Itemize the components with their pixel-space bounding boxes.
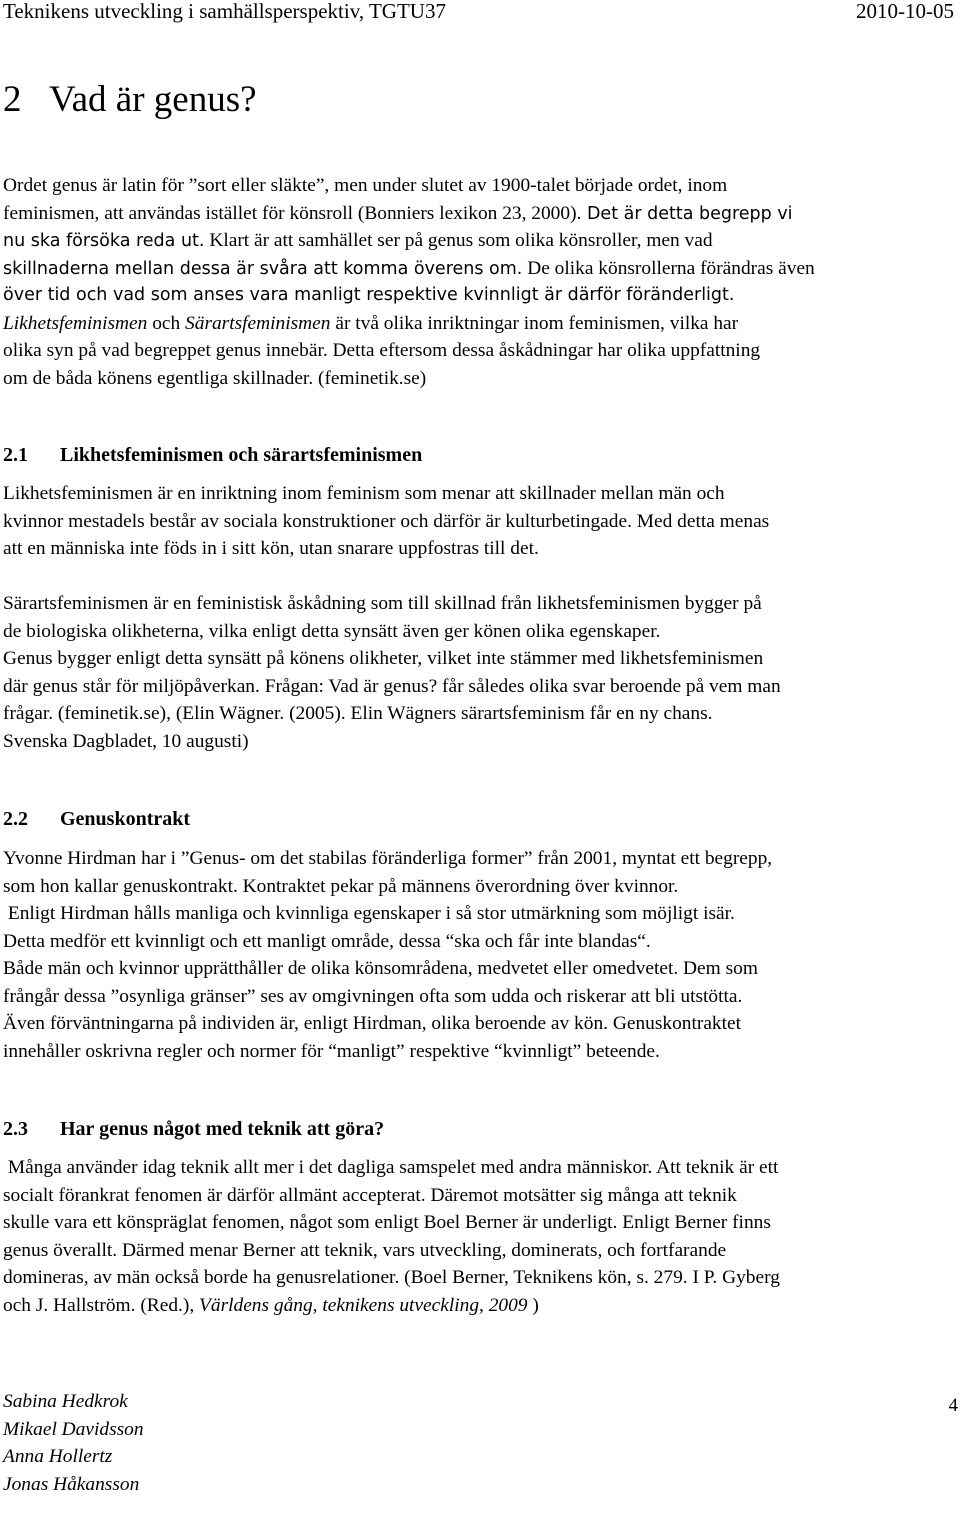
author-name: Anna Hollertz xyxy=(3,1446,113,1467)
section-2-1-paragraph-2 xyxy=(3,590,960,755)
text-run: är två olika inriktningar inom feminismen, vilka har xyxy=(330,312,739,334)
section-heading-2-1 xyxy=(3,442,422,469)
paragraph-line xyxy=(3,310,960,338)
header-date: 2010-10-05 xyxy=(856,0,954,23)
paragraph-line: genus överallt. Därmed menar Berner att teknik, vars utveckling, dominerats, och fortfarande xyxy=(3,1239,727,1261)
paragraph-line xyxy=(3,1292,960,1320)
section-title: Har genus något med teknik att göra? xyxy=(60,1118,385,1140)
paragraph-line: Yvonne Hirdman har i ”Genus- om det stabilas föränderliga former” från 2001, myntat ett begrepp, xyxy=(3,848,773,869)
book-title: Världens gång, teknikens utveckling, 2009 xyxy=(199,1294,528,1316)
text-run: och xyxy=(147,312,186,334)
paragraph-line: de biologiska olikheterna, vilka enligt detta synsätt även ger könen olika egenskaper. xyxy=(3,620,661,642)
author-list xyxy=(3,1388,144,1498)
paragraph-line: där genus står för miljöpåverkan. Frågan: Vad är genus? får således olika svar beroende på vem man xyxy=(3,675,781,697)
text-run: nu ska försöka reda ut. xyxy=(3,231,205,251)
page-number: 4 xyxy=(948,1395,958,1416)
section-number: 2.1 xyxy=(3,444,28,466)
paragraph-line: Enligt Hirdman hålls manliga och kvinnliga egenskaper i så stor utmärkning som möjligt isär. xyxy=(3,903,735,924)
paragraph-line: socialt förankrat fenomen är därför allmänt accepterat. Däremot motsätter sig många att teknik xyxy=(3,1184,737,1206)
paragraph-line: Många använder idag teknik allt mer i det dagliga samspelet med andra människor. Att teknik är ett xyxy=(3,1157,779,1178)
paragraph-line: som hon kallar genuskontrakt. Kontraktet pekar på männens överordning över kvinnor. xyxy=(3,875,679,897)
chapter-title: Vad är genus? xyxy=(49,79,257,120)
page-header xyxy=(3,0,954,22)
paragraph-line: Genus bygger enligt detta synsätt på könens olikheter, vilket inte stämmer med likhetsfeminismen xyxy=(3,648,764,669)
paragraph-line: Likhetsfeminismen är en inriktning inom feminism som menar att skillnader mellan män och xyxy=(3,483,725,504)
author-name: Sabina Hedkrok xyxy=(3,1391,128,1412)
text-run: Klart är att samhället ser på genus som olika könsroller, men vad xyxy=(204,230,713,251)
section-title: Genuskontrakt xyxy=(60,808,191,830)
paragraph-line: domineras, av män också borde ha genusrelationer. (Boel Berner, Teknikens kön, s. 279. I P. Gyberg xyxy=(3,1267,780,1288)
paragraph-line: Ordet genus är latin för ”sort eller släkte”, men under slutet av 1900-talet började ordet, inom xyxy=(3,175,728,196)
paragraph-line: Detta medför ett kvinnligt och ett manligt område, dessa “ska och får inte blandas“. xyxy=(3,930,651,952)
text-run: Detta eftersom dessa åskådningar har olika uppfattning xyxy=(327,340,761,361)
section-2-1-paragraph-1 xyxy=(3,480,960,563)
section-2-3-paragraph xyxy=(3,1154,960,1319)
paragraph-line xyxy=(3,255,960,283)
header-course-title: Teknikens utveckling i samhällsperspektiv, TGTU37 xyxy=(3,0,446,23)
chapter-number: 2 xyxy=(3,79,22,120)
paragraph-line: Svenska Dagbladet, 10 augusti) xyxy=(3,730,249,752)
paragraph-line xyxy=(3,200,960,228)
text-run: feminismen, att användas istället för könsroll (Bonniers lexikon 23, 2000). xyxy=(3,202,582,224)
paragraph-line: Både män och kvinnor upprätthåller de olika könsområdena, medvetet eller omedvetet. Dem som xyxy=(3,958,758,979)
text-run: och J. Hallström. (Red.), xyxy=(3,1294,200,1316)
paragraph-line: Även förväntningarna på individen är, enligt Hirdman, olika beroende av kön. Genuskontraktet xyxy=(3,1013,741,1034)
text-run: olika syn på vad begreppet genus innebär. xyxy=(3,340,328,361)
paragraph-line: frångår dessa ”osynliga gränser” ses av omgivningen ofta som udda och riskerar att bli utstötta. xyxy=(3,985,743,1007)
text-run: Det är detta begrepp vi xyxy=(581,203,793,224)
paragraph-line: om de båda könens egentliga skillnader. (feminetik.se) xyxy=(3,367,427,389)
section-2-2-paragraph xyxy=(3,845,960,1065)
text-run: De olika könsrollerna förändras även xyxy=(522,257,815,279)
paragraph-line: kvinnor mestadels består av sociala konstruktioner och därför är kulturbetingade. Med detta menas xyxy=(3,510,770,532)
author-name: Jonas Håkansson xyxy=(3,1473,140,1495)
text-run: ) xyxy=(527,1294,539,1316)
paragraph-line: att en människa inte föds in i sitt kön, utan snarare uppfostras till det. xyxy=(3,538,539,559)
section-number: 2.2 xyxy=(3,808,28,830)
section-title: Likhetsfeminismen och särartsfeminismen xyxy=(60,444,423,466)
paragraph-line: frågar. (feminetik.se), (Elin Wägner. (2005). Elin Wägners särartsfeminism får en ny chans. xyxy=(3,703,713,724)
paragraph-line: Särartsfeminismen är en feministisk åskådning som till skillnad från likhetsfeminismen bygger på xyxy=(3,593,762,614)
chapter-heading xyxy=(3,78,257,122)
document-page xyxy=(3,0,960,1520)
text-run: skillnaderna mellan dessa är svåra att komma överens om. xyxy=(3,258,523,279)
text-run: Särartsfeminismen xyxy=(185,312,331,334)
author-name: Mikael Davidsson xyxy=(3,1418,144,1440)
paragraph-line: över tid och vad som anses vara manligt respektive kvinnligt är därför föränderligt. xyxy=(3,285,735,305)
section-number: 2.3 xyxy=(3,1118,28,1140)
paragraph-line xyxy=(3,337,960,365)
intro-paragraph xyxy=(3,172,960,392)
section-heading-2-3 xyxy=(3,1116,384,1143)
paragraph-line: skulle vara ett könspräglat fenomen, något som enligt Boel Berner är underligt. Enligt Berner finns xyxy=(3,1212,771,1233)
paragraph-line: innehåller oskrivna regler och normer för “manligt” respektive “kvinnligt” beteende. xyxy=(3,1040,660,1062)
section-heading-2-2 xyxy=(3,806,190,833)
text-run: Likhetsfeminismen xyxy=(3,312,148,334)
paragraph-line xyxy=(3,227,960,255)
